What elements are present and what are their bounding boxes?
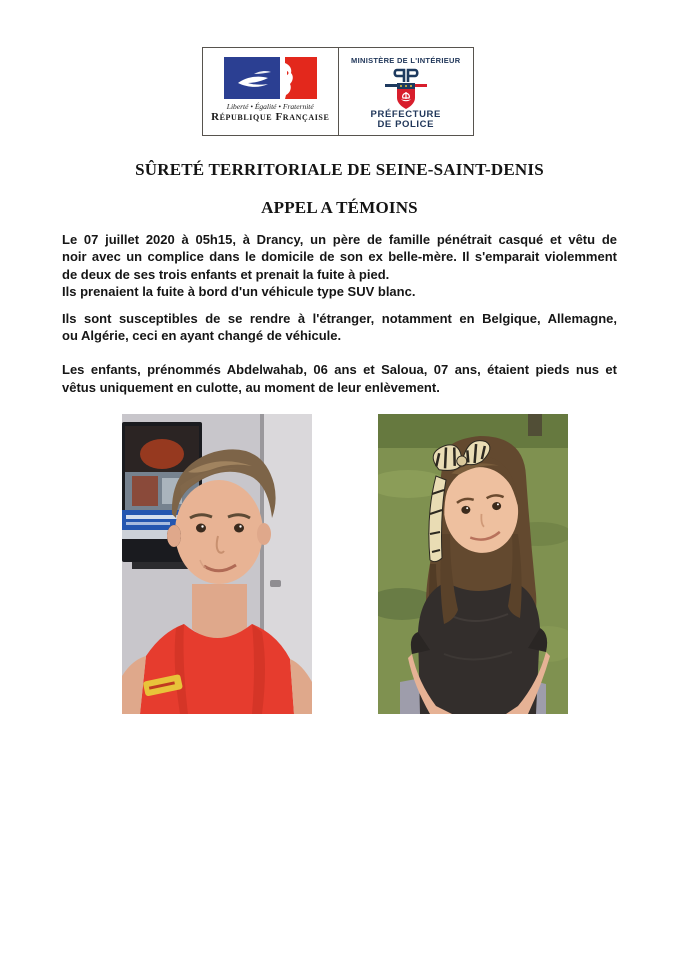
- girl-photo-illustration: [378, 414, 568, 714]
- rf-name: République Française: [211, 111, 330, 123]
- paragraph-children: [62, 361, 617, 396]
- republique-francaise-logo: [203, 48, 338, 135]
- missing-child-photo-boy: [122, 414, 312, 714]
- text-line: de deux de ses trois enfants et prenait la fuite à pied.: [62, 266, 390, 282]
- paragraph-incident: [62, 231, 617, 301]
- prefecture-label-line2: DE POLICE: [377, 119, 435, 130]
- text-line: Le 07 juillet 2020 à 05h15, à Drancy, un père de famille pénétrait casqué et vêtu de: [62, 232, 617, 247]
- text-line: noir avec un complice dans le domicile de son ex belle-mère. Il s'emparait violemment: [62, 249, 617, 265]
- paragraph-destinations: [62, 310, 617, 345]
- ministry-label: MINISTÈRE DE L'INTÉRIEUR: [351, 56, 461, 65]
- marianne-flag-icon: [224, 57, 317, 99]
- text-line: vêtus uniquement en culotte, au moment de leur enlèvement.: [62, 379, 440, 395]
- header-logo-box: [202, 47, 474, 136]
- text-line: Ils sont susceptibles de se rendre à l'étranger, notamment en Belgique, Allemagne,: [62, 310, 617, 326]
- page-subtitle: APPEL A TÉMOINS: [261, 198, 418, 217]
- body-text: [62, 231, 617, 396]
- boy-photo-illustration: [122, 414, 312, 714]
- rf-motto: Liberté • Égalité • Fraternité: [226, 102, 314, 111]
- text-line: ou Algérie, ceci en ayant changé de véhicule.: [62, 328, 342, 344]
- text-line: Ils prenaient la fuite à bord d'un véhicule type SUV blanc.: [62, 284, 416, 300]
- prefecture-de-police-logo: [338, 48, 474, 135]
- prefecture-label-line1: PRÉFECTURE: [370, 109, 441, 120]
- missing-child-photo-girl: [378, 414, 568, 714]
- page-title: SÛRETÉ TERRITORIALE DE SEINE-SAINT-DENIS: [135, 160, 544, 179]
- prefecture-police-emblem-icon: [383, 66, 429, 110]
- text-line: Les enfants, prénommés Abdelwahab, 06 ans et Saloua, 07 ans, étaient pieds nus et: [62, 362, 617, 378]
